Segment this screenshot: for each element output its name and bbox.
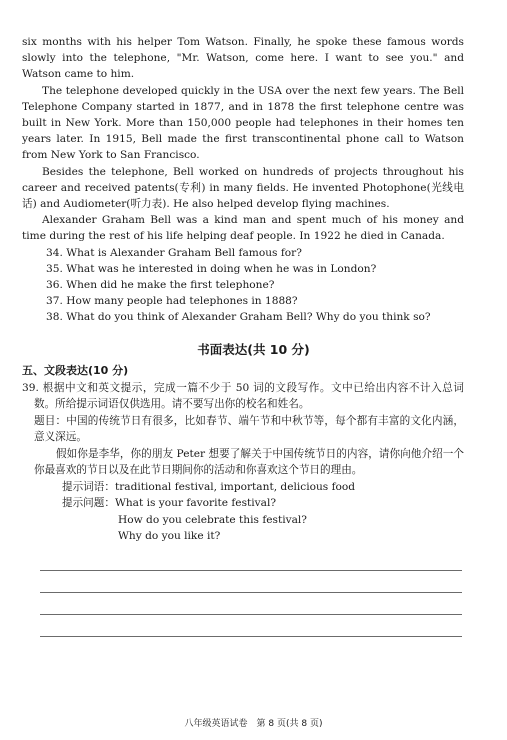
writing-topic: 题目：中国的传统节日有很多，比如春节、端午节和中秋节等，每个都有丰富的文化内涵，意义深远。 bbox=[34, 414, 464, 443]
question-34: 34. What is Alexander Graham Bell famous for? bbox=[46, 246, 302, 259]
reading-passage bbox=[22, 34, 464, 326]
writing-instruction: 39. 根据中文和英文提示，完成一篇不少于 50 词的文段写作。文中已给出内容不计入总词数。所给提示词语仅供选用。请不要写出你的校名和姓名。 bbox=[22, 381, 464, 410]
passage-paragraph-4: Alexander Graham Bell was a kind man and spent much of his money and time during the rest of his life helping deaf people. In 1922 he died in Canada. bbox=[22, 214, 464, 243]
answer-line[interactable] bbox=[40, 614, 462, 615]
writing-heading: 五、文段表达(10 分) bbox=[22, 364, 129, 377]
answer-line[interactable] bbox=[40, 570, 462, 571]
question-36: 36. When did he make the first telephone? bbox=[46, 279, 275, 292]
passage-paragraph-1: six months with his helper Tom Watson. Finally, he spoke these famous words slowly into the telephone, "Mr. Watson, come here. I want to see you." and Watson came to him. bbox=[22, 36, 464, 81]
section-title: 书面表达(共 10 分) bbox=[197, 342, 310, 357]
passage-paragraph-3: Besides the telephone, Bell worked on hundreds of projects throughout his career and received patents(专利) in many fields. He invented Photophone(光线电话) and Audiometer(听力表). He also helped develop flying machines. bbox=[22, 165, 464, 211]
answer-line[interactable] bbox=[40, 636, 462, 637]
question-37: 37. How many people had telephones in 1888? bbox=[46, 295, 298, 308]
writing-task bbox=[22, 363, 464, 545]
hint-words: 提示词语：traditional festival, important, delicious food bbox=[62, 480, 356, 493]
writing-scenario: 假如你是李华，你的朋友 Peter 想要了解关于中国传统节日的内容，请你向他介绍一个你最喜欢的节日以及在此节日期间你的活动和你喜欢这个节日的理由。 bbox=[34, 447, 464, 476]
passage-paragraph-2: The telephone developed quickly in the USA over the next few years. The Bell Telephone Company started in 1877, and in 1878 the first telephone centre was built in New York. More than 150,000 people had telephones in their homes ten years later. In 1915, Bell made the first transcontinental phone call to Watson from New York to San Francisco. bbox=[22, 84, 464, 162]
answer-line[interactable] bbox=[40, 592, 462, 593]
hint-question-1: 提示问题：What is your favorite festival? bbox=[62, 497, 277, 509]
hint-question-2: How do you celebrate this festival? bbox=[118, 513, 307, 526]
hint-question-3: Why do you like it? bbox=[118, 530, 221, 542]
page-footer: 八年级英语试卷 第 8 页(共 8 页) bbox=[184, 719, 323, 729]
question-35: 35. What was he interested in doing when he was in London? bbox=[46, 262, 377, 275]
question-38: 38. What do you think of Alexander Graham Bell? Why do you think so? bbox=[46, 311, 431, 324]
